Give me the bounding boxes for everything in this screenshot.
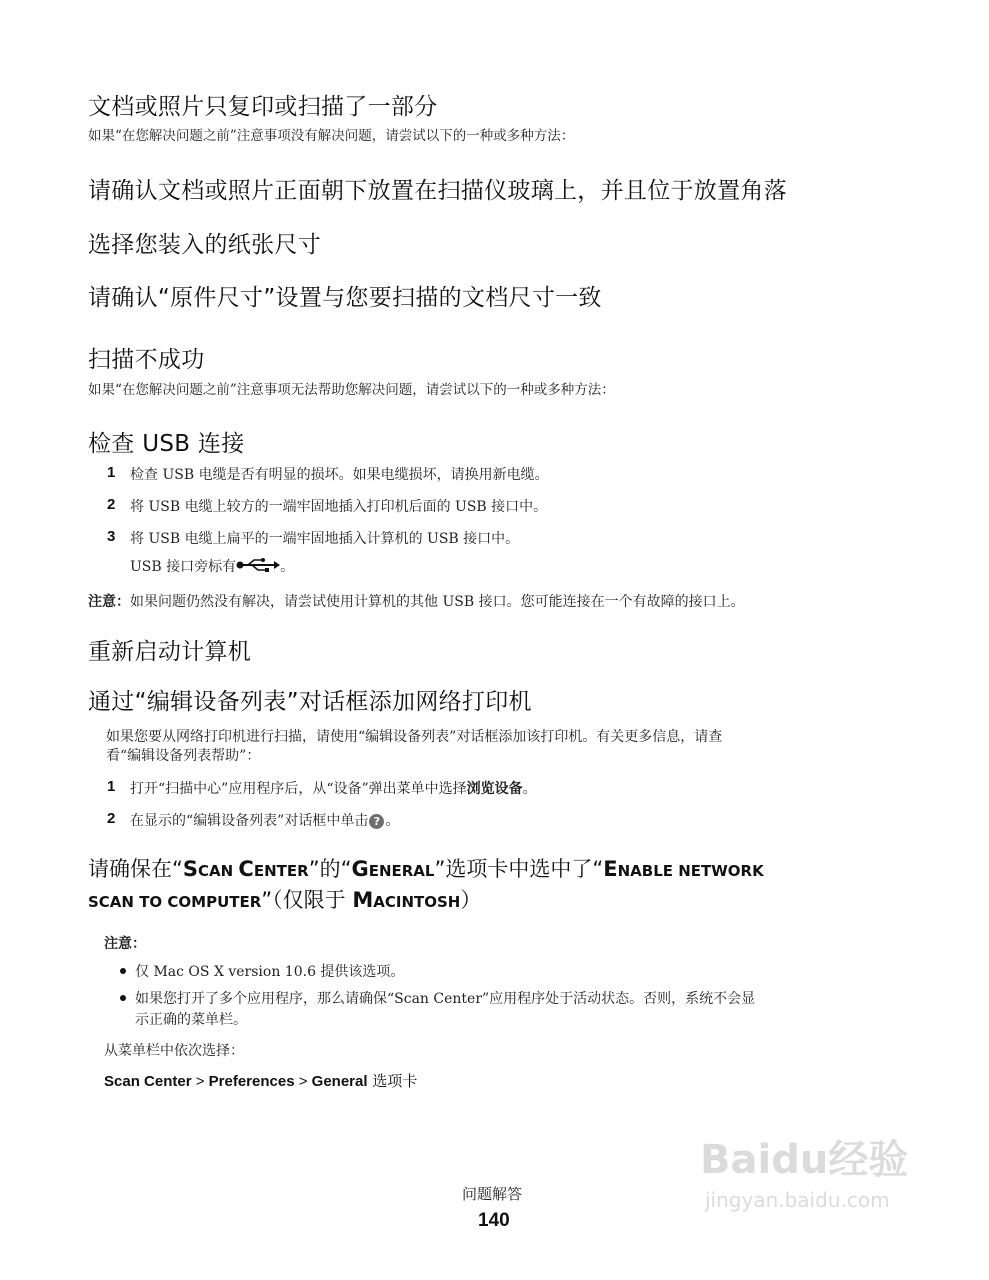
restart-title: 重新启动计算机 bbox=[88, 639, 252, 665]
section-title-partial-scan: 文档或照片只复印或扫描了一部分 bbox=[88, 94, 438, 120]
usb-icon bbox=[236, 558, 280, 576]
step1-end: 。 bbox=[522, 781, 537, 797]
item-heading: 选择您装入的纸张尺寸 bbox=[88, 232, 321, 258]
menu-path-sep: > bbox=[191, 1073, 209, 1090]
step-text bbox=[130, 778, 537, 798]
title-part: M bbox=[352, 888, 374, 912]
step1-text: 打开“扫描中心”应用程序后，从“设备”弹出菜单中选择 bbox=[130, 781, 467, 797]
title-part: 请确保在“ bbox=[88, 857, 183, 881]
title-part: ACINTOSH bbox=[373, 893, 461, 911]
note-label: 注意： bbox=[88, 594, 130, 610]
section-title-scan-failed: 扫描不成功 bbox=[88, 347, 205, 373]
step-number: 2 bbox=[107, 810, 116, 827]
title-part: ”（仅限于 bbox=[261, 888, 353, 912]
title-part: NABLE NETWORK bbox=[617, 862, 764, 880]
note-label: 注意： bbox=[104, 936, 146, 952]
note-text: 如果问题仍然没有解决，请尝试使用计算机的其他 USB 接口。您可能连接在一个有故障的接口上。 bbox=[130, 594, 745, 610]
add-printer-title: 通过“编辑设备列表”对话框添加网络打印机 bbox=[88, 689, 532, 715]
add-printer-intro-line1: 如果您要从网络打印机进行扫描，请使用“编辑设备列表”对话框添加该打印机。有关更多信息，请查 bbox=[106, 729, 723, 745]
title-part: SCAN TO COMPUTER bbox=[88, 893, 262, 911]
usb-note bbox=[88, 591, 745, 611]
menu-intro: 从菜单栏中依次选择： bbox=[104, 1043, 244, 1059]
scan-center-title-line2 bbox=[88, 884, 481, 914]
menu-path-preferences: Preferences bbox=[208, 1073, 295, 1090]
usb-port-note-prefix: USB 接口旁标有 bbox=[130, 559, 237, 575]
usb-port-note-suffix: 。 bbox=[280, 559, 295, 575]
step-number: 1 bbox=[107, 464, 116, 481]
watermark-brand: Baidu经验 bbox=[700, 1137, 909, 1183]
bullet bbox=[120, 995, 126, 1001]
menu-path-general: General bbox=[311, 1073, 368, 1090]
footer-chapter-label: 问题解答 bbox=[462, 1185, 523, 1203]
title-part: ENERAL bbox=[368, 862, 435, 880]
page-number: 140 bbox=[478, 1210, 510, 1231]
title-part: C bbox=[238, 857, 254, 881]
add-printer-intro-line2: 看“编辑设备列表帮助”： bbox=[106, 748, 261, 764]
title-part: ”选项卡中选中了“ bbox=[434, 857, 604, 881]
bullet-text: 仅 Mac OS X version 10.6 提供该选项。 bbox=[135, 964, 405, 980]
browse-devices-label: 浏览设备 bbox=[466, 781, 523, 797]
step-text: 将 USB 电缆上较方的一端牢固地插入打印机后面的 USB 接口中。 bbox=[130, 499, 548, 515]
step-number: 2 bbox=[107, 496, 116, 513]
bullet-text: 如果您打开了多个应用程序，那么请确保“Scan Center”应用程序处于活动状态。否则，系统不会显 bbox=[135, 991, 756, 1007]
step-text: 检查 USB 电缆是否有明显的损坏。如果电缆损坏，请换用新电缆。 bbox=[130, 467, 549, 483]
step2-end: 。 bbox=[385, 813, 400, 829]
title-part: ”的“ bbox=[308, 857, 352, 881]
baidu-jingyan-watermark bbox=[700, 1128, 950, 1248]
bullet-text-continued: 示正确的菜单栏。 bbox=[135, 1012, 247, 1028]
item-heading: 请确认“原件尺寸”设置与您要扫描的文档尺寸一致 bbox=[88, 285, 602, 311]
watermark-url: jingyan.baidu.com bbox=[705, 1188, 890, 1212]
step-text bbox=[130, 810, 399, 830]
menu-path-scan-center: Scan Center bbox=[104, 1073, 192, 1090]
title-part: E bbox=[603, 857, 618, 881]
title-part: G bbox=[351, 857, 369, 881]
step-number: 3 bbox=[107, 528, 116, 545]
title-part: S bbox=[182, 857, 199, 881]
usb-check-title: 检查 USB 连接 bbox=[88, 431, 245, 457]
bullet bbox=[120, 968, 126, 974]
menu-path-sep: > bbox=[294, 1073, 312, 1090]
usb-port-note bbox=[130, 556, 294, 576]
item-heading: 请确认文档或照片正面朝下放置在扫描仪玻璃上，并且位于放置角落 bbox=[88, 178, 787, 204]
menu-path bbox=[104, 1070, 417, 1091]
title-part: ENTER bbox=[253, 862, 309, 880]
section-intro: 如果“在您解决问题之前”注意事项无法帮助您解决问题，请尝试以下的一种或多种方法： bbox=[88, 382, 615, 398]
menu-path-tail: 选项卡 bbox=[367, 1072, 418, 1090]
section-intro: 如果“在您解决问题之前”注意事项没有解决问题，请尝试以下的一种或多种方法： bbox=[88, 128, 575, 144]
help-icon: ? bbox=[369, 814, 384, 829]
step2-text: 在显示的“编辑设备列表”对话框中单击 bbox=[130, 813, 369, 829]
title-part: ） bbox=[460, 888, 482, 912]
title-part: CAN bbox=[198, 862, 239, 880]
scan-center-title-line1 bbox=[88, 853, 764, 883]
step-number: 1 bbox=[107, 778, 116, 795]
step-text: 将 USB 电缆上扁平的一端牢固地插入计算机的 USB 接口中。 bbox=[130, 531, 520, 547]
